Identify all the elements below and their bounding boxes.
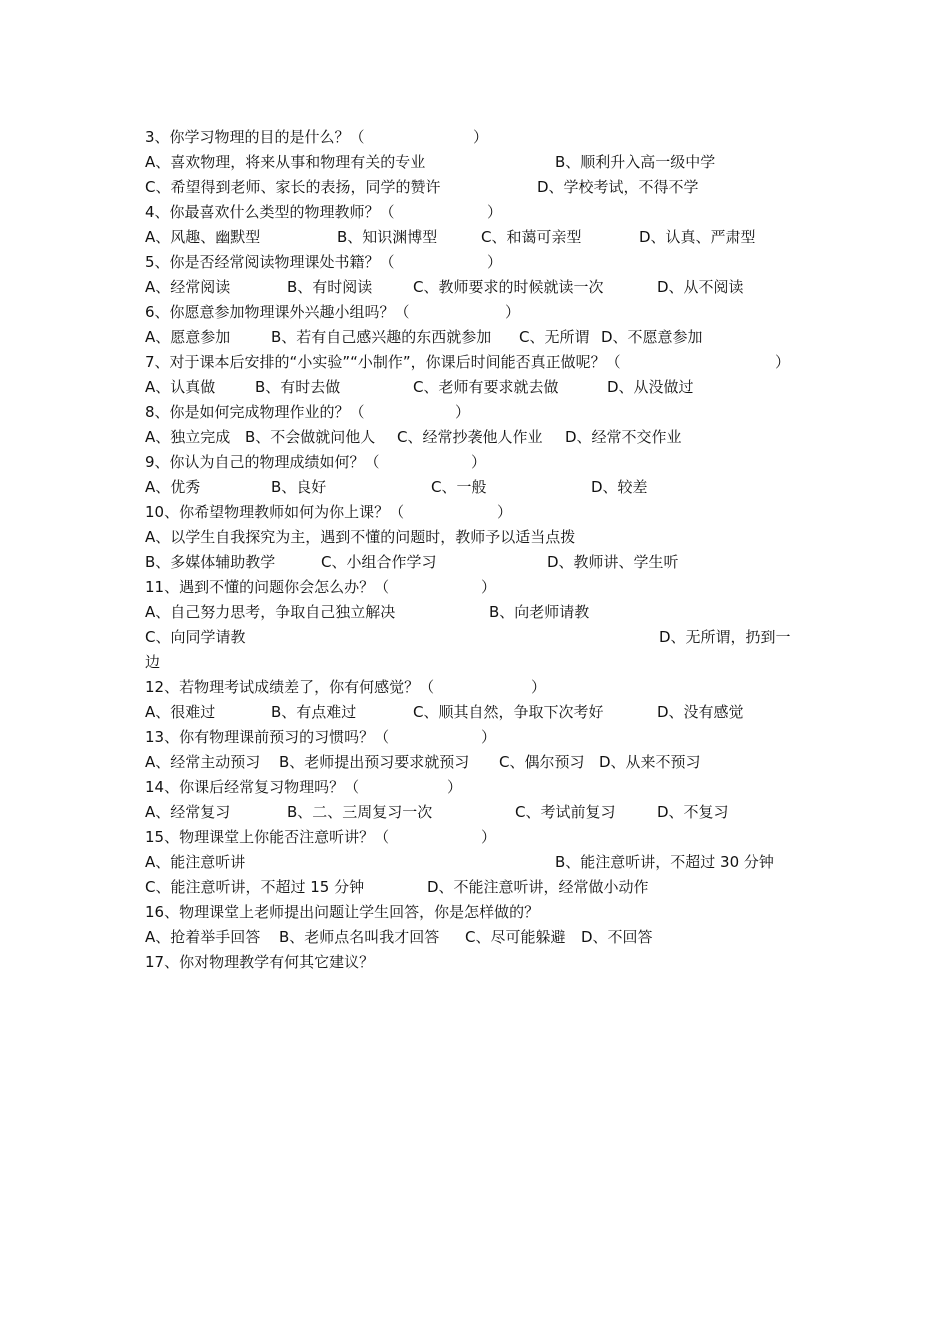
option-text: ）: [481, 728, 497, 746]
option-text: B、有时阅读: [287, 278, 373, 296]
option-text: C、顺其自然，争取下次考好: [413, 703, 604, 721]
option-text: B、若有自己感兴趣的东西就参加: [271, 328, 492, 346]
line-text: 15、物理课堂上你能否注意听讲？（: [145, 828, 390, 846]
line-text: A、认真做: [145, 378, 216, 396]
option-text: D、认真、严肃型: [639, 228, 756, 246]
line-text: A、抢着举手回答: [145, 928, 261, 946]
option-text: D、不愿意参加: [601, 328, 703, 346]
option-text: C、考试前复习: [515, 803, 616, 821]
option-text: D、经常不交作业: [565, 428, 682, 446]
option-text: D、不回答: [581, 928, 653, 946]
line-text: 10、你希望物理教师如何为你上课？（: [145, 503, 405, 521]
line-text: C、能注意听讲，不超过 15 分钟: [145, 878, 365, 896]
line-text: A、经常阅读: [145, 278, 231, 296]
line-text: C、向同学请教: [145, 628, 246, 646]
option-text: D、教师讲、学生听: [547, 553, 679, 571]
option-text: ）: [487, 203, 503, 221]
option-text: B、二、三周复习一次: [287, 803, 433, 821]
option-text: D、无所谓，扔到一: [659, 628, 791, 646]
option-text: B、老师提出预习要求就预习: [279, 753, 470, 771]
line-text: C、希望得到老师、家长的表扬，同学的赞许: [145, 178, 441, 196]
option-text: ）: [473, 128, 489, 146]
option-text: ）: [481, 578, 497, 596]
option-text: B、知识渊博型: [337, 228, 438, 246]
option-text: C、一般: [431, 478, 487, 496]
option-text: C、和蔼可亲型: [481, 228, 582, 246]
line-text: 4、你最喜欢什么类型的物理教师？（: [145, 203, 395, 221]
line-text: A、能注意听讲: [145, 853, 246, 871]
option-text: D、没有感觉: [657, 703, 744, 721]
option-text: ）: [447, 778, 463, 796]
option-text: B、有点难过: [271, 703, 357, 721]
line-text: 14、你课后经常复习物理吗？（: [145, 778, 360, 796]
line-text: 边: [145, 653, 161, 671]
option-text: D、从不阅读: [657, 278, 744, 296]
option-text: B、老师点名叫我才回答: [279, 928, 440, 946]
option-text: C、经常抄袭他人作业: [397, 428, 543, 446]
line-text: 7、对于课本后安排的“小实验”“小制作”，你课后时间能否真正做呢？（: [145, 353, 621, 371]
option-text: ）: [497, 503, 513, 521]
line-text: 6、你愿意参加物理课外兴趣小组吗？（: [145, 303, 410, 321]
line-text: A、很难过: [145, 703, 216, 721]
option-text: ）: [455, 403, 471, 421]
line-text: 3、你学习物理的目的是什么？（: [145, 128, 365, 146]
option-text: B、顺利升入高一级中学: [555, 153, 716, 171]
line-text: B、多媒体辅助教学: [145, 553, 276, 571]
line-text: 12、若物理考试成绩差了，你有何感觉？（: [145, 678, 435, 696]
option-text: D、不复习: [657, 803, 729, 821]
line-text: 8、你是如何完成物理作业的？（: [145, 403, 365, 421]
option-text: D、从没做过: [607, 378, 694, 396]
line-text: 16、物理课堂上老师提出问题让学生回答，你是怎样做的？: [145, 903, 540, 921]
option-text: C、小组合作学习: [321, 553, 437, 571]
option-text: C、偶尔预习: [499, 753, 585, 771]
line-text: 11、遇到不懂的问题你会怎么办？（: [145, 578, 390, 596]
line-text: A、以学生自我探究为主，遇到不懂的问题时，教师予以适当点拨: [145, 528, 576, 546]
option-text: C、老师有要求就去做: [413, 378, 559, 396]
option-text: ）: [481, 828, 497, 846]
line-text: A、经常主动预习: [145, 753, 261, 771]
line-text: A、愿意参加: [145, 328, 231, 346]
option-text: B、向老师请教: [489, 603, 590, 621]
line-text: A、优秀: [145, 478, 201, 496]
line-text: A、风趣、幽默型: [145, 228, 261, 246]
line-text: 5、你是否经常阅读物理课处书籍？（: [145, 253, 395, 271]
option-text: C、教师要求的时候就读一次: [413, 278, 604, 296]
option-text: B、不会做就问他人: [245, 428, 376, 446]
line-text: A、独立完成: [145, 428, 231, 446]
option-text: B、良好: [271, 478, 327, 496]
line-text: A、喜欢物理，将来从事和物理有关的专业: [145, 153, 426, 171]
line-text: 17、你对物理教学有何其它建议？: [145, 953, 375, 971]
line-text: 9、你认为自己的物理成绩如何？（: [145, 453, 380, 471]
option-text: ）: [505, 303, 521, 321]
line-text: A、自己努力思考，争取自己独立解决: [145, 603, 396, 621]
option-text: B、能注意听讲，不超过 30 分钟: [555, 853, 774, 871]
option-text: C、尽可能躲避: [465, 928, 566, 946]
option-text: D、学校考试，不得不学: [537, 178, 699, 196]
option-text: B、有时去做: [255, 378, 341, 396]
option-text: D、从来不预习: [599, 753, 701, 771]
option-text: D、较差: [591, 478, 648, 496]
option-text: ）: [775, 353, 791, 371]
line-text: A、经常复习: [145, 803, 231, 821]
option-text: C、无所谓: [519, 328, 590, 346]
option-text: ）: [531, 678, 547, 696]
line-text: 13、你有物理课前预习的习惯吗？（: [145, 728, 390, 746]
option-text: D、不能注意听讲，经常做小动作: [427, 878, 649, 896]
option-text: ）: [471, 453, 487, 471]
option-text: ）: [487, 253, 503, 271]
